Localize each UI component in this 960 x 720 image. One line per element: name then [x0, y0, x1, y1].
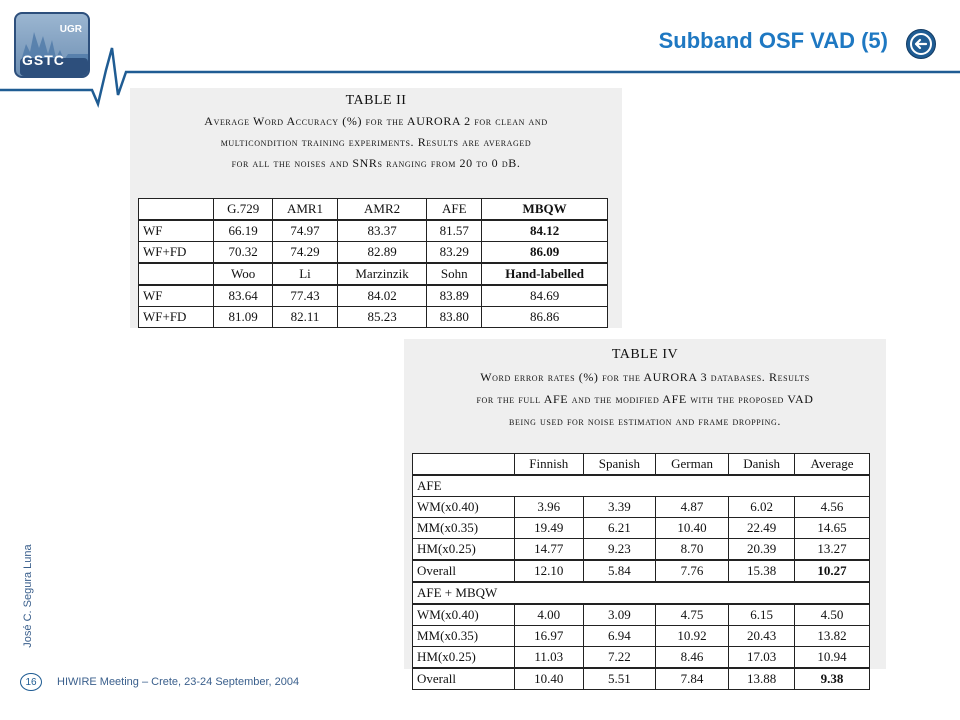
table-ii-caption [130, 111, 622, 174]
table-cell: 83.29 [427, 242, 482, 264]
table-header-cell: G.729 [214, 199, 273, 221]
table-cell: 83.89 [427, 285, 482, 307]
table-ii-figure [130, 88, 622, 328]
back-arrow-icon[interactable] [906, 29, 936, 59]
table-cell: 10.27 [795, 560, 870, 582]
table-ii-title: TABLE II [345, 93, 407, 108]
table-cell: 22.49 [729, 518, 795, 539]
author-name: José C. Segura Luna [22, 544, 34, 648]
table-header-cell [139, 263, 214, 285]
table-row [413, 647, 870, 669]
table-cell: 4.50 [795, 604, 870, 626]
table-cell: 6.02 [729, 497, 795, 518]
table-cell: 82.11 [273, 307, 338, 328]
table-row [139, 220, 608, 242]
table-row [413, 497, 870, 518]
table-header-cell: Spanish [583, 454, 655, 476]
table-cell: 13.88 [729, 668, 795, 690]
table-cell: 12.10 [514, 560, 583, 582]
table-header-cell: Finnish [514, 454, 583, 476]
table-header-cell [413, 454, 515, 476]
table-iv-title: TABLE IV [611, 347, 679, 362]
table-header-cell: Sohn [427, 263, 482, 285]
table-header-row [139, 199, 608, 221]
table-cell: 6.21 [583, 518, 655, 539]
table-row [139, 242, 608, 264]
footer-meeting-text: HIWIRE Meeting – Crete, 23-24 September, 2004 [57, 676, 300, 688]
table-cell: 4.87 [655, 497, 728, 518]
table-cell: 20.39 [729, 539, 795, 561]
table-cell: 3.96 [514, 497, 583, 518]
caption-line: for all the noises and SNRs ranging from 20 to 0 dB. [231, 156, 521, 170]
table-cell: 84.69 [482, 285, 608, 307]
caption-line: being used for noise estimation and frame dropping. [509, 414, 781, 428]
table-cell: 7.84 [655, 668, 728, 690]
table-cell: 85.23 [337, 307, 426, 328]
table-header-row [413, 454, 870, 476]
table-cell: 20.43 [729, 626, 795, 647]
caption-line: for the full AFE and the modified AFE with the proposed VAD [476, 392, 814, 406]
row-label: MM(x0.35) [413, 626, 515, 647]
table-overall-row [413, 668, 870, 690]
table-header-cell [139, 199, 214, 221]
table-cell: 14.65 [795, 518, 870, 539]
table-cell: 11.03 [514, 647, 583, 669]
table-cell: 83.64 [214, 285, 273, 307]
table-cell: 4.56 [795, 497, 870, 518]
table-row [139, 285, 608, 307]
table-header-cell: Hand-labelled [482, 263, 608, 285]
table-cell: 5.51 [583, 668, 655, 690]
table-cell: 84.02 [337, 285, 426, 307]
table-cell: 66.19 [214, 220, 273, 242]
logo-gstc-text: GSTC [22, 52, 65, 68]
table-row [139, 307, 608, 328]
caption-line: Average Word Accuracy (%) for the AURORA 2 for clean and [204, 114, 548, 128]
table-row [413, 518, 870, 539]
table-cell: 13.27 [795, 539, 870, 561]
table-cell: 81.57 [427, 220, 482, 242]
row-label: WF+FD [139, 307, 214, 328]
table-iv-caption [404, 366, 886, 432]
table-iv [412, 453, 870, 690]
table-row [413, 626, 870, 647]
row-label: HM(x0.25) [413, 647, 515, 669]
row-label: WF [139, 285, 214, 307]
author-sidebar [18, 535, 38, 665]
table-header-row [139, 263, 608, 285]
table-header-cell: Woo [214, 263, 273, 285]
table-cell: 10.40 [655, 518, 728, 539]
table-cell: 84.12 [482, 220, 608, 242]
table-cell: 10.40 [514, 668, 583, 690]
row-label: WF+FD [139, 242, 214, 264]
row-label: HM(x0.25) [413, 539, 515, 561]
table-cell: 86.09 [482, 242, 608, 264]
table-header-cell: Average [795, 454, 870, 476]
row-label: Overall [413, 668, 515, 690]
table-header-cell: German [655, 454, 728, 476]
table-cell: 70.32 [214, 242, 273, 264]
table-cell: 3.39 [583, 497, 655, 518]
section-label: AFE [413, 475, 870, 497]
table-row [413, 604, 870, 626]
table-cell: 6.15 [729, 604, 795, 626]
row-label: WF [139, 220, 214, 242]
caption-line: multicondition training experiments. Results are averaged [220, 135, 532, 149]
table-cell: 10.94 [795, 647, 870, 669]
slide-title: Subband OSF VAD (5) [658, 28, 888, 53]
row-label: WM(x0.40) [413, 604, 515, 626]
row-label: WM(x0.40) [413, 497, 515, 518]
table-cell: 8.46 [655, 647, 728, 669]
table-cell: 8.70 [655, 539, 728, 561]
table-cell: 5.84 [583, 560, 655, 582]
caption-line: Word error rates (%) for the AURORA 3 databases. Results [480, 370, 810, 384]
table-cell: 82.89 [337, 242, 426, 264]
table-section-row [413, 475, 870, 497]
table-cell: 6.94 [583, 626, 655, 647]
table-cell: 7.76 [655, 560, 728, 582]
table-cell: 16.97 [514, 626, 583, 647]
table-cell: 74.29 [273, 242, 338, 264]
table-cell: 77.43 [273, 285, 338, 307]
table-cell: 15.38 [729, 560, 795, 582]
table-cell: 14.77 [514, 539, 583, 561]
table-cell: 13.82 [795, 626, 870, 647]
row-label: MM(x0.35) [413, 518, 515, 539]
ugr-gstc-logo [14, 12, 90, 78]
page-number: 16 [20, 673, 42, 691]
table-header-cell: AMR2 [337, 199, 426, 221]
table-header-cell: AMR1 [273, 199, 338, 221]
table-section-row [413, 582, 870, 604]
row-label: Overall [413, 560, 515, 582]
table-cell: 81.09 [214, 307, 273, 328]
table-cell: 4.00 [514, 604, 583, 626]
table-header-cell: AFE [427, 199, 482, 221]
table-cell: 9.23 [583, 539, 655, 561]
table-cell: 7.22 [583, 647, 655, 669]
table-iv-figure [404, 339, 886, 686]
table-cell: 9.38 [795, 668, 870, 690]
table-cell: 4.75 [655, 604, 728, 626]
table-cell: 19.49 [514, 518, 583, 539]
table-cell: 83.80 [427, 307, 482, 328]
logo-ugr-text: UGR [59, 24, 82, 35]
table-cell: 86.86 [482, 307, 608, 328]
table-cell: 74.97 [273, 220, 338, 242]
table-cell: 3.09 [583, 604, 655, 626]
table-cell: 17.03 [729, 647, 795, 669]
section-label: AFE + MBQW [413, 582, 870, 604]
table-overall-row [413, 560, 870, 582]
table-row [413, 539, 870, 561]
table-cell: 83.37 [337, 220, 426, 242]
table-ii [138, 198, 608, 328]
table-header-cell: Danish [729, 454, 795, 476]
table-header-cell: Li [273, 263, 338, 285]
table-header-cell: MBQW [482, 199, 608, 221]
table-header-cell: Marzinzik [337, 263, 426, 285]
table-cell: 10.92 [655, 626, 728, 647]
